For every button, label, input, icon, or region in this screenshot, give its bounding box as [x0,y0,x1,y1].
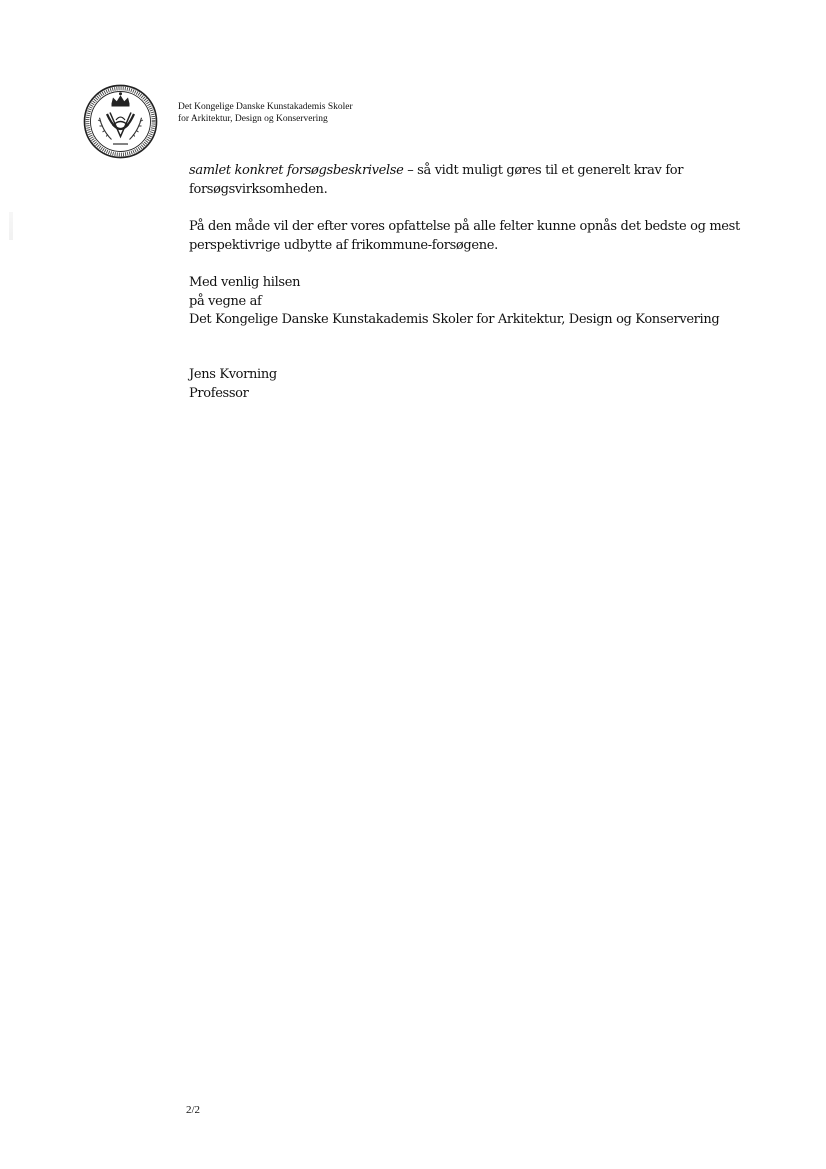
closing-institution: Det Kongelige Danske Kunstakademis Skoler for Arkitektur, Design og Konservering [189,312,720,327]
paragraph-1-continuation: – så vidt muligt gøres til et generelt krav for [403,163,684,178]
letterhead-line-2: for Arkitektur, Design og Konservering [178,114,328,124]
letter-body [189,162,740,349]
letterhead-line-1: Det Kongelige Danske Kunstakademis Skoler [178,102,353,112]
paragraph-1-line-2: forsøgsvirksomheden. [189,181,328,197]
royal-seal-icon [83,84,158,159]
closing-greeting: Med venlig hilsen [189,275,301,290]
page-number: 2/2 [186,1104,201,1116]
letterhead [178,101,353,125]
signature-block [189,365,277,403]
paragraph-1-line-1 [189,162,729,181]
paragraph-2 [189,218,740,255]
scan-margin-mark [9,212,13,240]
italic-phrase: samlet konkret forsøgsbeskrivelse [189,163,404,178]
signatory-title: Professor [189,386,249,401]
signatory-name: Jens Kvorning [189,367,277,382]
paragraph-1 [189,162,729,199]
closing-on-behalf: på vegne af [189,293,262,309]
paragraph-2-line-1: På den måde vil der efter vores opfattelse på alle felter kunne opnås det bedste og mest [189,219,740,234]
closing [189,274,729,330]
paragraph-2-line-2: perspektivrige udbytte af frikommune-forsøgene. [189,237,498,253]
